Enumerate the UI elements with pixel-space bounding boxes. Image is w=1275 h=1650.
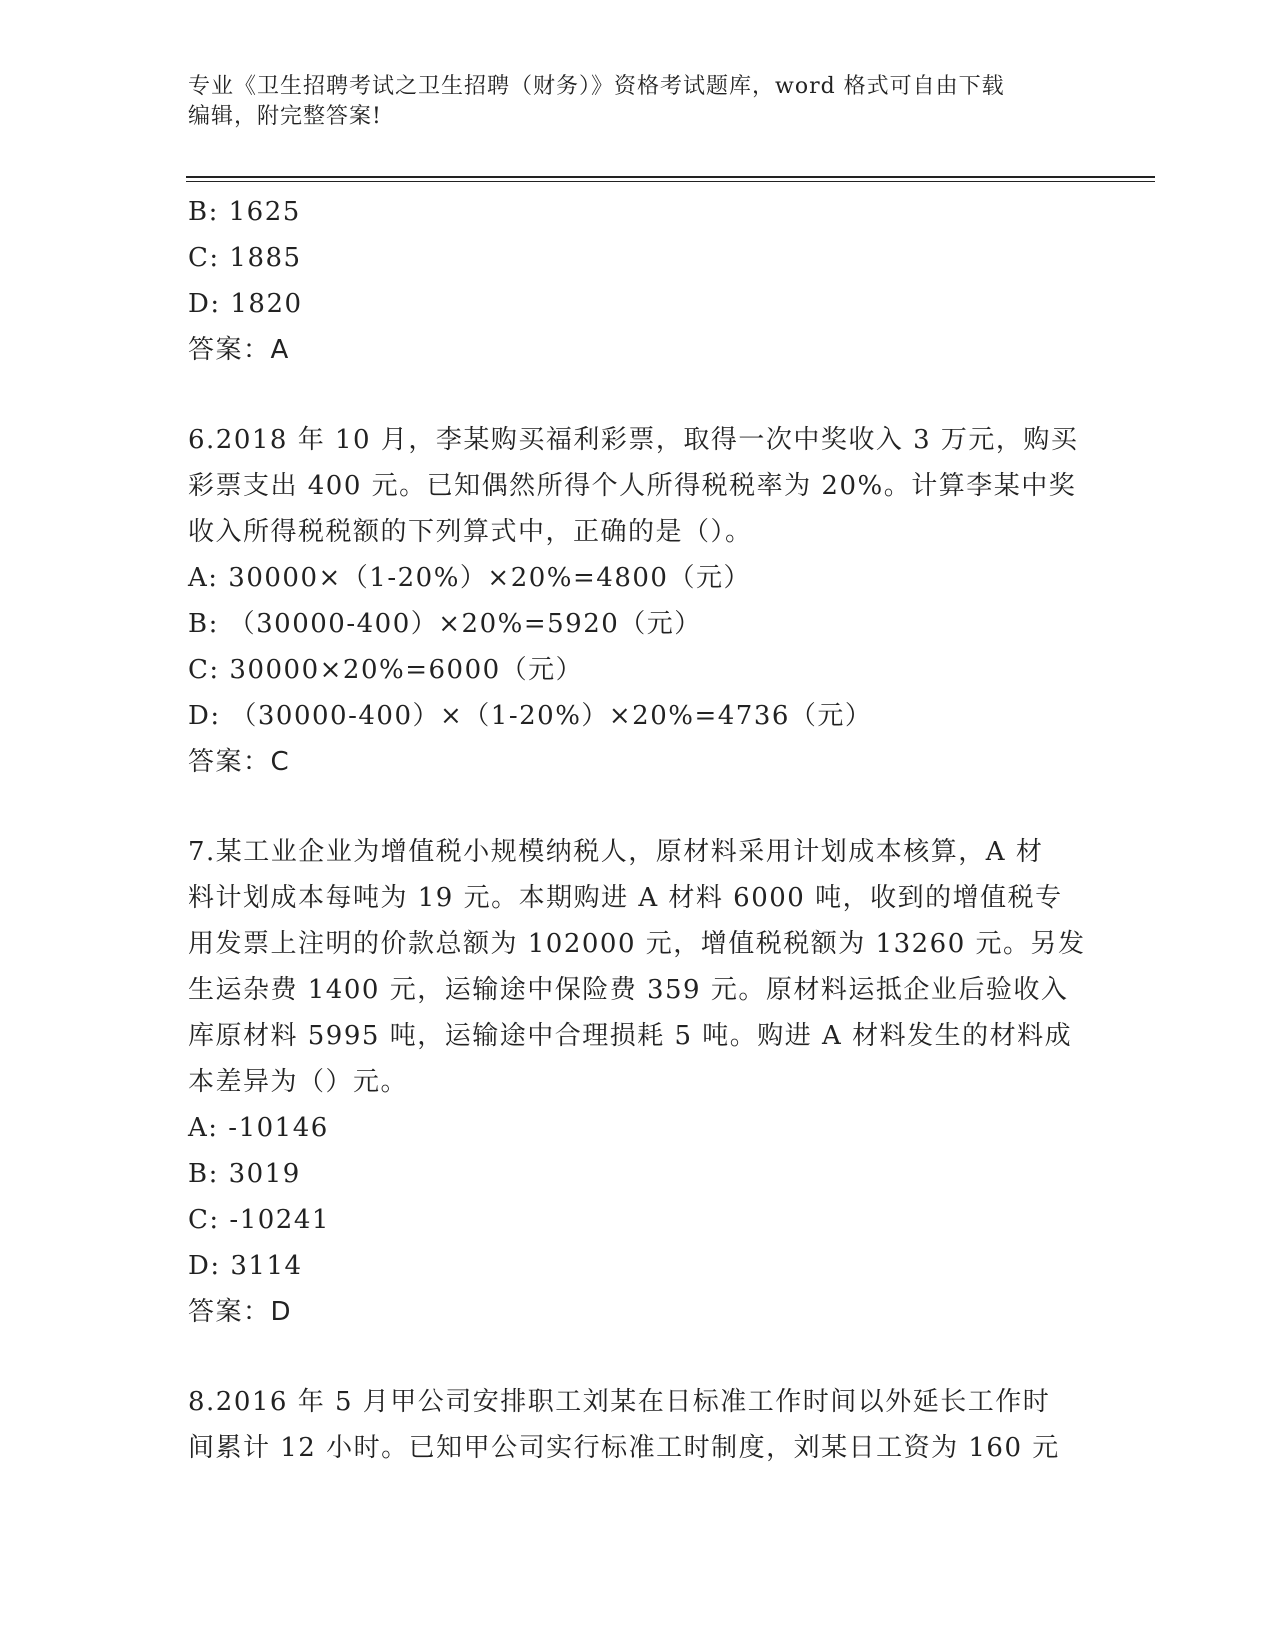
q5-option-d: D: 1820 — [188, 289, 303, 319]
q7-option-b: B: 3019 — [188, 1159, 301, 1189]
header-line-1: 专业《卫生招聘考试之卫生招聘（财务）》资格考试题库，word 格式可自由下载 — [188, 74, 1005, 99]
q8-stem-line: 8.2016 年 5 月甲公司安排职工刘某在日标准工作时间以外延长工作时 — [188, 1387, 1051, 1417]
q7-stem-line: 本差异为（）元。 — [188, 1067, 409, 1097]
q5-option-c: C: 1885 — [188, 243, 302, 273]
header-line-2: 编辑，附完整答案! — [188, 104, 382, 129]
q7-stem-line: 库原材料 5995 吨，运输途中合理损耗 5 吨。购进 A 材料发生的材料成 — [188, 1021, 1073, 1051]
q5-option-b: B: 1625 — [188, 197, 301, 227]
q7-stem-line: 生运杂费 1400 元，运输途中保险费 359 元。原材料运抵企业后验收入 — [188, 975, 1069, 1005]
q7-answer: 答案：D — [188, 1297, 293, 1327]
spacer — [188, 1335, 1088, 1379]
q7-option-c: C: -10241 — [188, 1205, 330, 1235]
q6-stem-line: 6.2018 年 10 月，李某购买福利彩票，取得一次中奖收入 3 万元，购买 — [188, 425, 1079, 455]
q7-option-d: D: 3114 — [188, 1251, 303, 1281]
header-rule-thick — [186, 176, 1155, 178]
page-header — [188, 72, 1088, 132]
header-rule-thin — [186, 181, 1155, 182]
q6-option-a: A: 30000×（1-20%）×20%=4800（元） — [188, 563, 751, 593]
document-body — [188, 189, 1088, 1471]
spacer — [188, 785, 1088, 829]
q8-stem-line: 间累计 12 小时。已知甲公司实行标准工时制度，刘某日工资为 160 元 — [188, 1433, 1060, 1463]
q6-stem-line: 彩票支出 400 元。已知偶然所得个人所得税税率为 20%。计算李某中奖 — [188, 471, 1077, 501]
q6-option-b: B: （30000-400）×20%=5920（元） — [188, 609, 702, 639]
question-6 — [188, 417, 1088, 785]
q7-option-a: A: -10146 — [188, 1113, 329, 1143]
question-7 — [188, 829, 1088, 1335]
q7-stem-line: 料计划成本每吨为 19 元。本期购进 A 材料 6000 吨，收到的增值税专 — [188, 883, 1063, 913]
q6-answer: 答案：C — [188, 747, 291, 777]
q6-option-c: C: 30000×20%=6000（元） — [188, 655, 584, 685]
spacer — [188, 373, 1088, 417]
question-8 — [188, 1379, 1088, 1471]
q5-answer: 答案：A — [188, 335, 290, 365]
q6-option-d: D: （30000-400）×（1-20%）×20%=4736（元） — [188, 701, 873, 731]
q6-stem-line: 收入所得税税额的下列算式中，正确的是（）。 — [188, 517, 753, 547]
q7-stem-line: 7.某工业企业为增值税小规模纳税人，原材料采用计划成本核算，A 材 — [188, 837, 1044, 867]
q7-stem-line: 用发票上注明的价款总额为 102000 元，增值税税额为 13260 元。另发 — [188, 929, 1086, 959]
question-5 — [188, 189, 1088, 373]
